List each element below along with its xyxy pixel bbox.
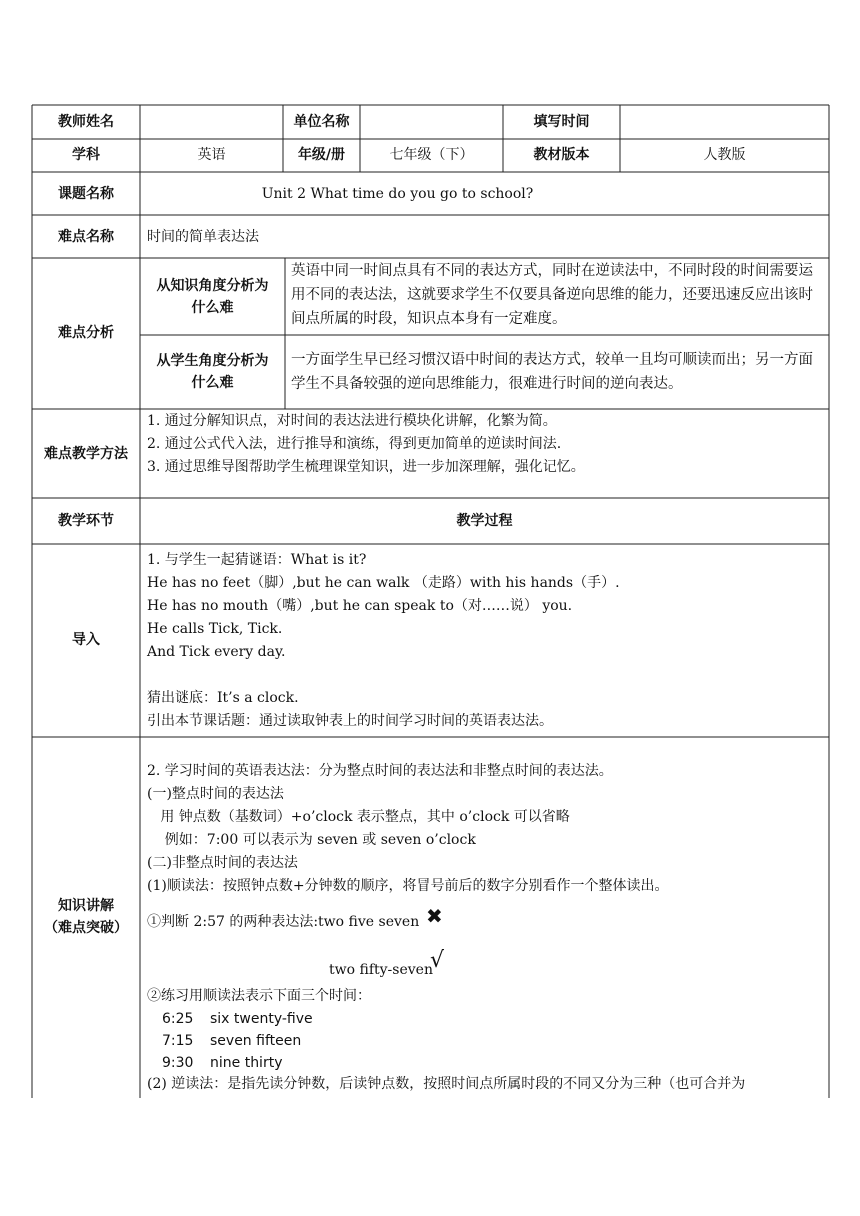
knowledge-line: (二)非整点时间的表达法: [147, 855, 298, 871]
grade-value: 七年级（下）: [389, 147, 474, 163]
intro-line: He calls Tick, Tick.: [147, 621, 283, 637]
knowledge-label: 知识讲解: [58, 898, 114, 914]
intro-content: [147, 549, 620, 733]
methods-label: 难点教学方法: [44, 446, 128, 462]
knowledge-line: 用 钟点数（基数词）+o’clock 表示整点，其中 o’clock 可以省略: [147, 809, 570, 825]
topic-label: 课题名称: [58, 186, 114, 202]
difficulty-label: 难点名称: [58, 229, 114, 245]
judge-line: ①判断 2:57 的两种表达法:two five seven: [147, 914, 420, 930]
method-item: 1. 通过分解知识点，对时间的表达法进行模块化讲解，化繁为简。: [147, 413, 557, 429]
wrong-mark-icon: ✖: [426, 904, 443, 928]
example-words: six twenty-five: [210, 1011, 313, 1027]
intro-line: He has no feet（脚）,but he can walk （走路）with his hands（手）.: [147, 575, 620, 591]
knowledge-line: 2. 学习时间的英语表达法：分为整点时间的表达法和非整点时间的表达法。: [147, 763, 613, 779]
student-angle-text: 一方面学生早已经习惯汉语中时间的表达方式，较单一且均可顺读而出；另一方面学生不具备较强的逆向思维能力，很难进行时间的逆向表达。: [291, 352, 813, 392]
edition-value: 人教版: [703, 147, 746, 163]
intro-line: He has no mouth（嘴）,but he can speak to（对……说） you.: [147, 598, 573, 614]
edition-label: 教材版本: [533, 147, 590, 163]
example-time: 9:30: [162, 1055, 194, 1071]
example-time: 7:15: [162, 1033, 194, 1049]
intro-line: 猜出谜底：It’s a clock.: [147, 690, 299, 706]
reverse-reading-line: (2) 逆读法：是指先读分钟数，后读钟点数，按照时间点所属时段的不同又分为三种（也可合并为: [147, 1076, 746, 1092]
intro-line: And Tick every day.: [147, 644, 286, 660]
example-words: nine thirty: [210, 1055, 283, 1071]
subject-label: 学科: [72, 147, 100, 163]
intro-line: [147, 664, 620, 687]
knowledge-line: (一)整点时间的表达法: [147, 786, 284, 802]
fill-time-label: 填写时间: [533, 114, 590, 130]
student-angle-label-1: 从学生角度分析为: [156, 353, 269, 369]
check-mark-icon: √: [430, 948, 445, 973]
student-angle-label-2: 什么难: [191, 375, 234, 391]
method-item: 2. 通过公式代入法，进行推导和演练，得到更加简单的逆读时间法.: [147, 436, 562, 452]
right-line: two fifty-seven: [329, 962, 433, 978]
practice-line: ②练习用顺读法表示下面三个时间：: [147, 988, 371, 1004]
knowledge-angle-text: 英语中同一时间点具有不同的表达方式，同时在逆读法中，不同时段的时间需要运用不同的表达法，这就要求学生不仅要具备逆向思维的能力，还要迅速反应出该时间点所属的时段，知识点本身有一定难度。: [291, 263, 813, 327]
intro-line: 1. 与学生一起猜谜语：What is it?: [147, 552, 367, 568]
subject-value: 英语: [197, 147, 226, 163]
process-header: 教学过程: [456, 513, 513, 529]
knowledge-line: 例如：7:00 可以表示为 seven 或 seven o’clock: [147, 832, 476, 848]
example-time: 6:25: [162, 1011, 194, 1027]
methods-list: [147, 410, 585, 479]
knowledge-angle-label-2: 什么难: [191, 300, 234, 316]
knowledge-angle-label-1: 从知识角度分析为: [156, 278, 269, 294]
method-item: 3. 通过思维导图帮助学生梳理课堂知识，进一步加深理解，强化记忆。: [147, 459, 585, 475]
intro-line: 引出本节课话题：通过读取钟表上的时间学习时间的英语表达法。: [147, 713, 553, 729]
knowledge-sublabel: （难点突破）: [44, 920, 128, 936]
teacher-name-label: 教师姓名: [58, 114, 114, 130]
knowledge-line: (1)顺读法：按照钟点数+分钟数的顺序，将冒号前后的数字分别看作一个整体读出。: [147, 878, 669, 894]
example-words: seven fifteen: [210, 1033, 302, 1049]
grade-label: 年级/册: [297, 147, 346, 163]
analysis-label: 难点分析: [58, 325, 114, 341]
intro-label: 导入: [72, 632, 100, 648]
stage-header: 教学环节: [58, 513, 114, 529]
unit-name-label: 单位名称: [293, 114, 350, 130]
knowledge-intro-lines: [147, 760, 669, 898]
topic-value: Unit 2 What time do you go to school?: [261, 186, 534, 202]
difficulty-value: 时间的简单表达法: [147, 229, 259, 245]
